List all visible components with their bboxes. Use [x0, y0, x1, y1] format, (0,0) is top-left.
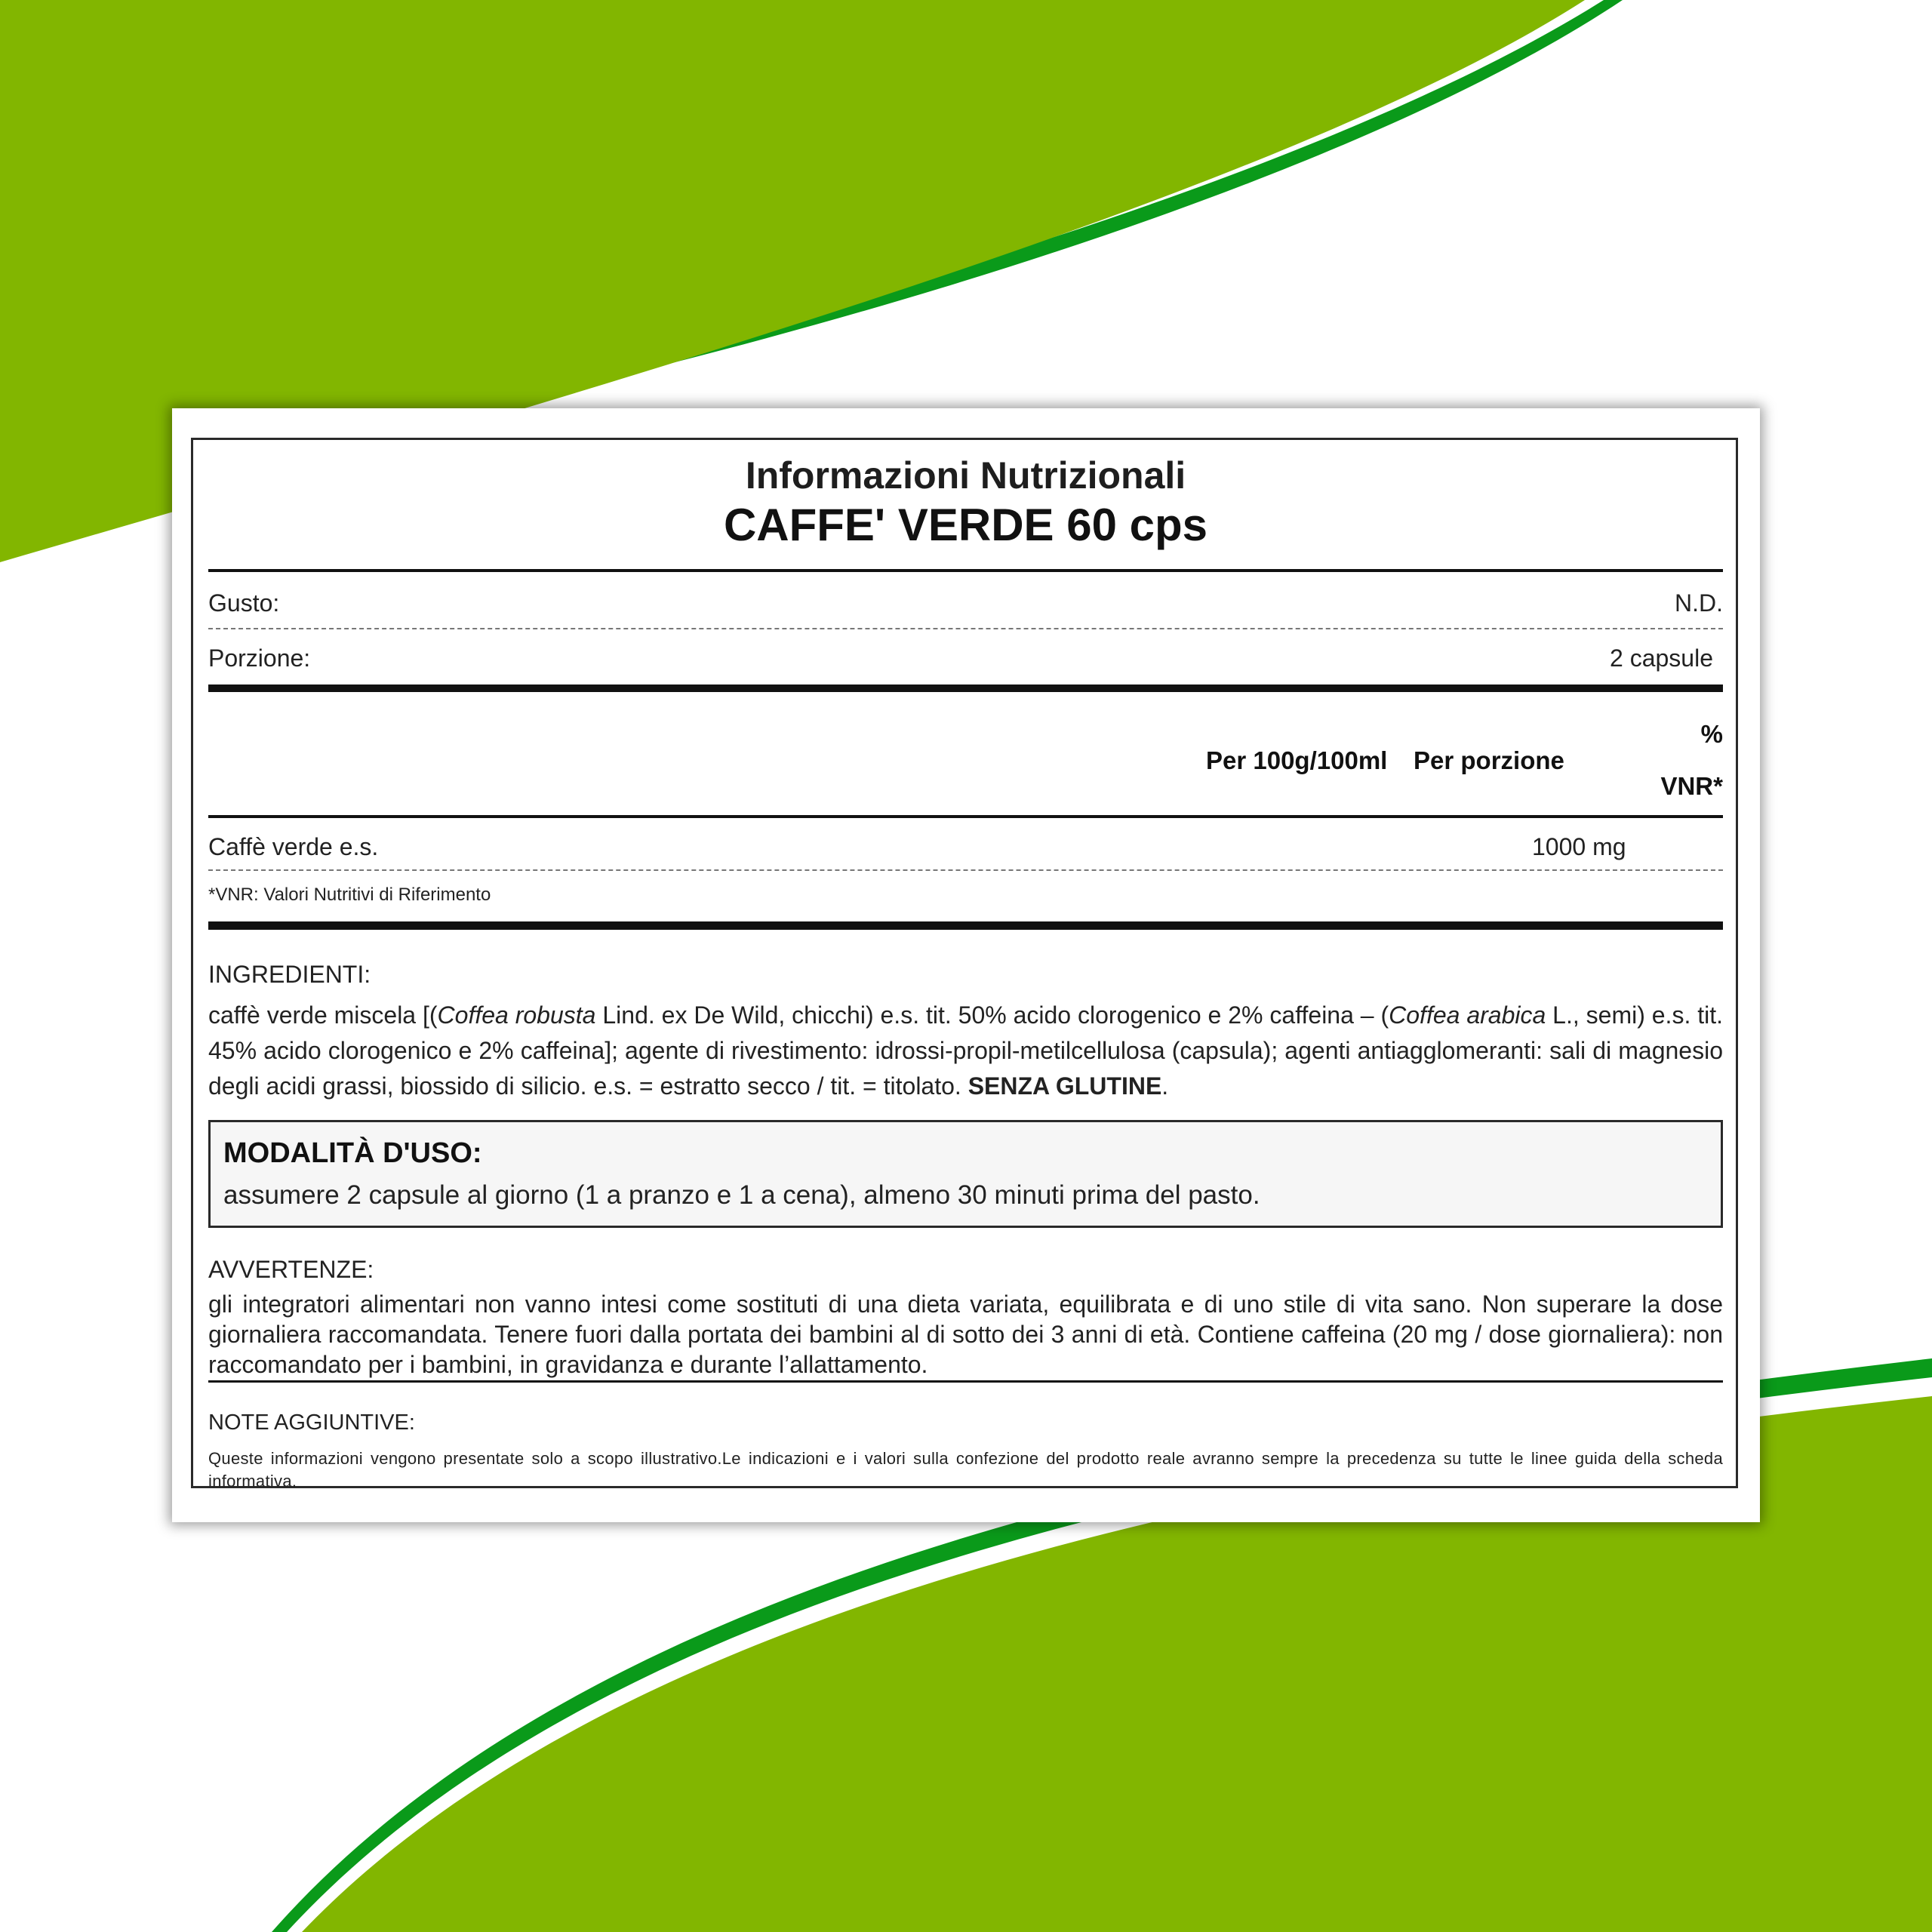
divider-dashed-1	[208, 628, 1723, 629]
porzione-label: Porzione:	[208, 645, 311, 672]
per-portion-header: Per porzione	[1414, 746, 1564, 774]
gusto-value: N.D.	[1675, 589, 1723, 617]
notes-text: Queste informazioni vengono presentate solo a scopo illustrativo.Le indicazioni e i valori sulla confezione del prodotto reale avranno sempre la precedenza su tutte le linee guida della scheda informativa.	[208, 1449, 1723, 1491]
usage-title: MODALITÀ D'USO:	[223, 1137, 482, 1169]
product-name: CAFFE' VERDE 60 cps	[723, 500, 1208, 550]
label-frame	[191, 438, 1738, 1491]
notes-title: NOTE AGGIUNTIVE:	[208, 1411, 415, 1435]
nutrient-per-portion: 1000 mg	[1532, 833, 1626, 860]
nutrient-name: Caffè verde e.s.	[208, 833, 379, 860]
ingredients-text: caffè verde miscela [(Coffea robusta Lind. ex De Wild, chicchi) e.s. tit. 50% acido clorogenico e 2% caffeina – (Coffea arabica L., semi) e.s. tit. 45% acido clorogenico e 2% caffeina]; agente di rivestimento: idrossi-propil-metilcellulosa (capsula); agenti antiagglomeranti: sali di magnesio degli acidi grassi, biossido di silicio. e.s. = estratto secco / tit. = titolato. SENZA GLUTINE.	[208, 1001, 1724, 1100]
usage-text: assumere 2 capsule al giorno (1 a pranzo e 1 a cena), almeno 30 minuti prima del pasto.	[223, 1180, 1260, 1210]
vnr-note: *VNR: Valori Nutritivi di Riferimento	[208, 884, 491, 905]
divider-thick-2	[208, 921, 1723, 930]
gusto-label: Gusto:	[208, 589, 280, 617]
vnr-header: VNR*	[1660, 772, 1723, 800]
porzione-value: 2 capsule	[1610, 645, 1713, 672]
divider-top	[208, 569, 1723, 572]
warnings-text: gli integratori alimentari non vanno intesi come sostituti di una dieta variata, equilibrata e di uno stile di vita sano. Non superare la dose giornaliera raccomandata. Tenere fuori dalla portata dei bambini al di sotto dei 3 anni di età. Contiene caffeina (20 mg / dose giornaliera): non raccomandato per i bambini, in gravidanza e durante l’allattamento.	[208, 1291, 1723, 1378]
gluten-free-claim: SENZA GLUTINE	[968, 1072, 1162, 1100]
ingredients-title: INGREDIENTI:	[208, 961, 371, 988]
latin-name-robusta: Coffea robusta	[437, 1001, 596, 1029]
divider-thick-1	[208, 685, 1723, 692]
latin-name-arabica: Coffea arabica	[1389, 1001, 1546, 1029]
divider-dashed-2	[208, 869, 1723, 871]
usage-box	[208, 1120, 1723, 1228]
divider-notes	[208, 1380, 1723, 1383]
vnr-percent-header: %	[1700, 720, 1723, 748]
divider-header	[208, 815, 1723, 818]
warnings-title: AVVERTENZE:	[208, 1256, 374, 1283]
nutrition-label-card	[172, 408, 1760, 1522]
per-100-header: Per 100g/100ml	[1206, 746, 1388, 774]
label-title: Informazioni Nutrizionali	[745, 454, 1186, 497]
